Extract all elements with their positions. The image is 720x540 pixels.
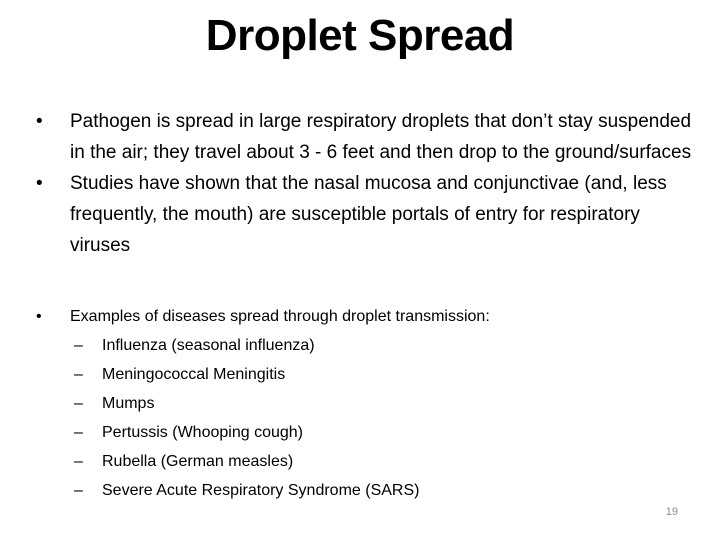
list-item [36,418,696,447]
dash-marker: – [74,366,83,383]
page-number: 19 [665,506,678,518]
dash-marker: – [74,395,83,412]
disease-list [36,331,696,505]
bullet-item [36,303,696,331]
list-item-text: Mumps [102,395,155,412]
dash-marker: – [74,424,83,441]
bullet-marker: • [36,173,43,194]
bullet-item [36,168,696,261]
bullet-marker: • [36,308,42,325]
bullet-marker: • [36,111,43,132]
list-item-text: Meningococcal Meningitis [102,366,286,383]
bullet-text: Studies have shown that the nasal mucosa and conjunctivae (and, less frequently, the mouth) are susceptible portals of entry for respiratory viruses [70,173,667,256]
dash-marker: – [74,453,83,470]
slide-title: Droplet Spread [205,11,515,60]
examples-section [36,303,696,505]
list-item-text: Severe Acute Respiratory Syndrome (SARS) [102,482,420,499]
list-item-text: Rubella (German measles) [102,453,294,470]
bullet-text: Pathogen is spread in large respiratory droplets that don’t stay suspended in the air; they travel about 3 - 6 feet and then drop to the ground/surfaces [70,111,692,163]
list-item-text: Influenza (seasonal influenza) [102,337,315,354]
dash-marker: – [74,482,83,499]
bullet-item [36,106,696,168]
list-item [36,447,696,476]
bullet-text: Examples of diseases spread through droplet transmission: [70,308,490,325]
list-item [36,389,696,418]
list-item [36,360,696,389]
list-item [36,476,696,505]
list-item [36,331,696,360]
main-bullets [36,106,696,261]
list-item-text: Pertussis (Whooping cough) [102,424,303,441]
dash-marker: – [74,337,83,354]
